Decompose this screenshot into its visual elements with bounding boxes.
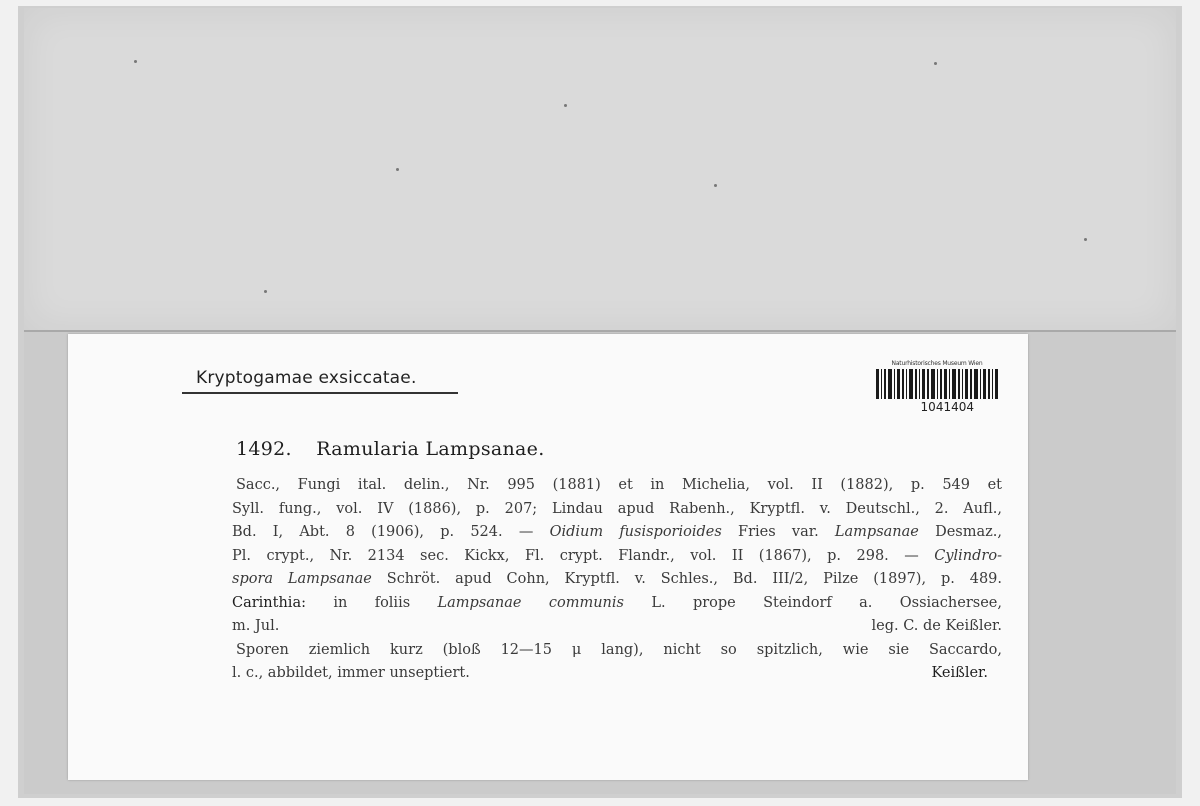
label-body xyxy=(232,474,1002,686)
series-title: Kryptogamae exsiccatae. xyxy=(196,368,417,388)
note-text: Sporen ziemlich kurz (bloß 12—15 μ lang), nicht so spitzlich, wie sie Saccardo, xyxy=(236,641,1002,658)
specimen-label xyxy=(68,334,1028,780)
exsiccata-number: 1492. xyxy=(236,438,292,460)
paper-speck xyxy=(714,184,717,187)
locality-text: L. prope Steindorf a. Ossiachersee, xyxy=(623,594,1002,611)
collector-name: leg. C. de Keißler. xyxy=(871,618,1002,634)
folder-flap xyxy=(24,8,1176,332)
citation-line xyxy=(232,474,1002,498)
note-text: l. c., abbildet, immer unseptiert. xyxy=(232,665,470,681)
species-heading xyxy=(236,438,545,460)
locality-line xyxy=(232,592,1002,616)
paper-speck xyxy=(1084,238,1087,241)
citation-text: Bd. I, Abt. 8 (1906), p. 524. — xyxy=(232,524,550,540)
note-line xyxy=(232,639,1002,663)
barcode-image xyxy=(874,369,1000,399)
note-author-row xyxy=(232,662,1002,686)
citation-text: Pl. crypt., Nr. 2134 sec. Kickx, Fl. crypt. Flandr., vol. II (1867), p. 298. — xyxy=(232,547,935,564)
barcode-block xyxy=(872,360,1002,414)
paper-speck xyxy=(264,290,267,293)
species-name: Ramularia Lampsanae. xyxy=(316,438,545,460)
paper-speck xyxy=(396,168,399,171)
paper-speck xyxy=(134,60,137,63)
citation-text: Syll. fung., vol. IV (1886), p. 207; Lindau apud Rabenh., Kryptfl. v. Deutschl., 2. Aufl., xyxy=(232,500,1002,517)
citation-line xyxy=(232,498,1002,522)
host-plant: Lampsanae communis xyxy=(437,594,624,611)
synonym-name: Cylindro- xyxy=(934,547,1002,564)
barcode-caption: Naturhistorisches Museum Wien xyxy=(891,360,983,367)
citation-text: Desmaz., xyxy=(918,524,1002,540)
paper-speck xyxy=(564,104,567,107)
series-title-underline xyxy=(182,392,458,394)
citation-text: Sacc., Fungi ital. delin., Nr. 995 (1881) et in Michelia, vol. II (1882), p. 549 et xyxy=(236,477,1002,493)
barcode-number: 1041404 xyxy=(920,400,974,414)
locality-region: Carinthia: xyxy=(232,594,306,611)
paper-speck xyxy=(934,62,937,65)
synonym-epithet: Lampsanae xyxy=(834,524,919,540)
citation-line xyxy=(232,545,1002,569)
citation-line xyxy=(232,521,1002,545)
citation-line xyxy=(232,568,1002,592)
collector-row xyxy=(232,615,1002,639)
synonym-name: spora Lampsanae xyxy=(232,571,372,587)
synonym-name: Oidium fusisporioides xyxy=(549,524,722,540)
note-author: Keißler. xyxy=(931,665,988,681)
citation-text: Fries var. xyxy=(721,524,835,540)
citation-text: Schröt. apud Cohn, Kryptfl. v. Schles., Bd. III/2, Pilze (1897), p. 489. xyxy=(371,571,1003,587)
locality-text: in foliis xyxy=(305,594,438,611)
collection-date: m. Jul. xyxy=(232,618,280,634)
